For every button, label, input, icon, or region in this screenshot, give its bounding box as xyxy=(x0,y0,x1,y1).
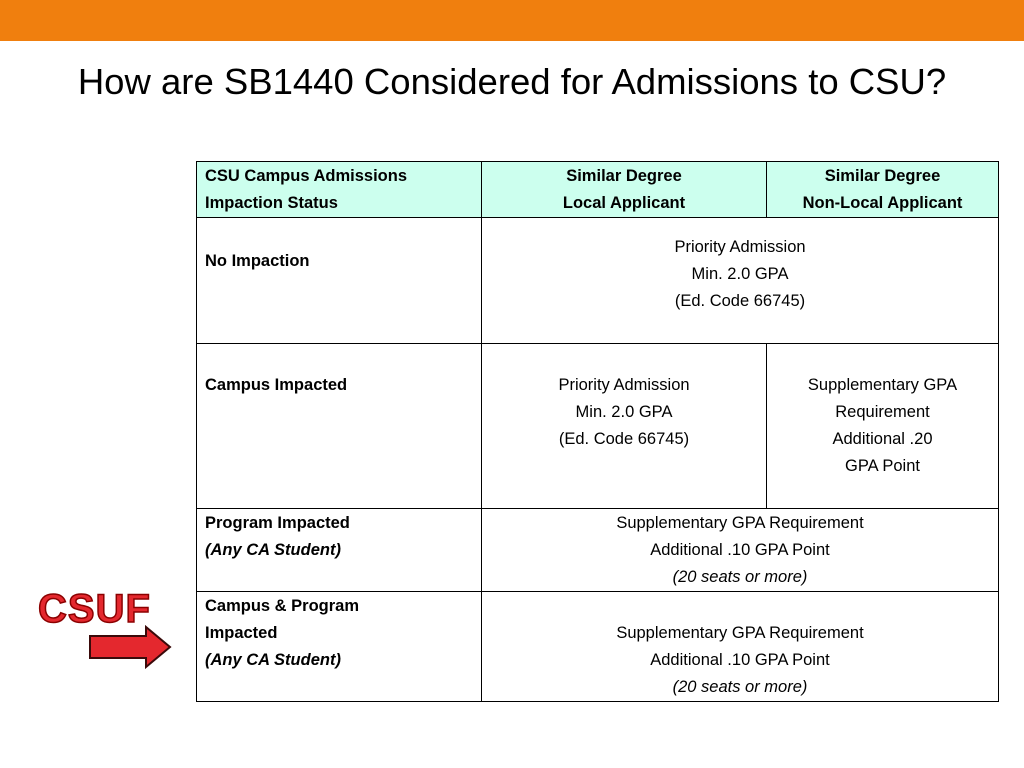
table-row-campus-program-impacted xyxy=(197,592,999,702)
table-header-row xyxy=(197,162,999,218)
header-impaction-status: CSU Campus Admissions Impaction Status xyxy=(197,162,482,218)
non-local-cell: Supplementary GPA Requirement Additional .20 GPA Point xyxy=(767,344,999,509)
row-label: Program Impacted (Any CA Student) xyxy=(197,509,482,592)
table-row-campus-impacted xyxy=(197,344,999,509)
csuf-label: CSUF xyxy=(38,587,151,631)
slide-title: How are SB1440 Considered for Admissions to CSU? xyxy=(77,61,947,102)
top-accent-bar xyxy=(0,0,1024,41)
row-label: No Impaction xyxy=(197,218,482,344)
row-label: Campus & Program Impacted (Any CA Student) xyxy=(197,592,482,702)
row-label: Campus Impacted xyxy=(197,344,482,509)
local-cell: Priority Admission Min. 2.0 GPA (Ed. Code 66745) xyxy=(482,344,767,509)
admissions-table xyxy=(196,161,999,702)
merged-cell: Supplementary GPA Requirement Additional .10 GPA Point (20 seats or more) xyxy=(482,592,999,702)
merged-cell: Supplementary GPA Requirement Additional .10 GPA Point (20 seats or more) xyxy=(482,509,999,592)
merged-cell: Priority Admission Min. 2.0 GPA (Ed. Code 66745) xyxy=(482,218,999,344)
table-row-program-impacted xyxy=(197,509,999,592)
header-non-local-applicant: Similar Degree Non-Local Applicant xyxy=(767,162,999,218)
right-arrow-icon xyxy=(88,625,172,669)
header-local-applicant: Similar Degree Local Applicant xyxy=(482,162,767,218)
table-row-no-impaction xyxy=(197,218,999,344)
